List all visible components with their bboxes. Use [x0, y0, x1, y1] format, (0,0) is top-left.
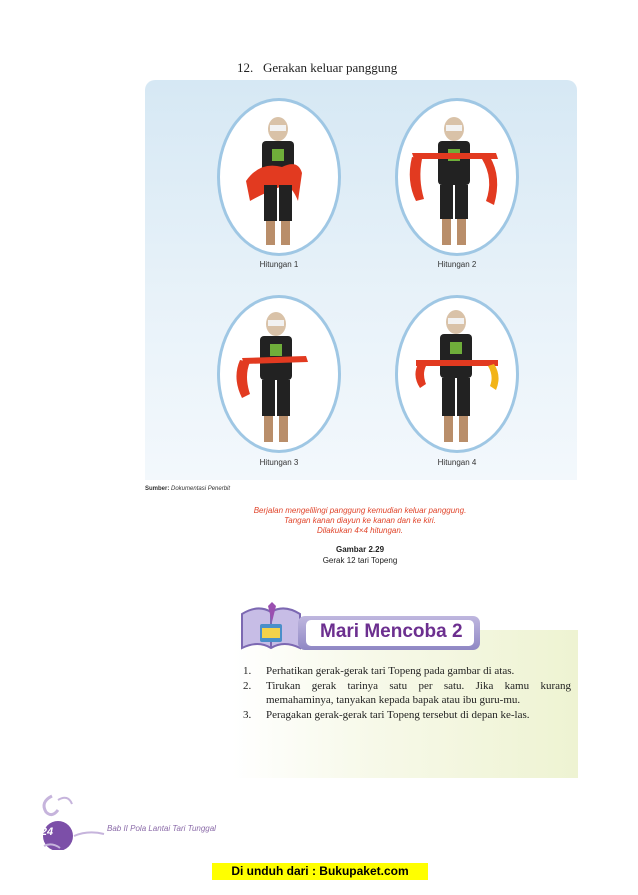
count-label-2: Hitungan 2: [437, 260, 477, 269]
instruction-item: [243, 708, 571, 722]
count-label-4: Hitungan 4: [437, 458, 477, 467]
instruction-text: Peragakan gerak-gerak tari Topeng tersebut di depan ke-las.: [266, 709, 530, 721]
section-heading: Gerakan keluar panggung: [263, 60, 398, 75]
chapter-title: Bab II Pola Lantai Tari Tunggal: [107, 824, 216, 833]
source-value: Dokumentasi Penerbit: [171, 486, 231, 492]
instruction-list: [243, 664, 571, 723]
dancer-photo-3: [217, 295, 341, 453]
description-line-3: Dilakukan 4×4 hitungan.: [316, 526, 404, 535]
source-label: Sumber:: [145, 486, 170, 492]
section-title: [237, 60, 397, 76]
instruction-number: 1.: [243, 665, 252, 677]
description-line-1: Berjalan mengelilingi panggung kemudian keluar panggung.: [253, 506, 467, 515]
dancer-photo-4: [395, 295, 519, 453]
dancer-photo-2: [395, 98, 519, 256]
activity-title: Mari Mencoba 2: [320, 621, 463, 642]
instruction-item: [243, 679, 571, 707]
section-number: 12.: [237, 60, 254, 75]
instruction-text: Perhatikan gerak-gerak tari Topeng pada gambar di atas.: [266, 665, 515, 677]
count-label-3: Hitungan 3: [259, 458, 299, 467]
instruction-text: Tirukan gerak tarinya satu per satu. Jika kamu kurang memahaminya, tanyakan kepada bapak atau ibu guru-mu.: [266, 680, 571, 706]
instruction-item: [243, 664, 571, 678]
figure-caption-title: Gambar 2.29: [335, 545, 385, 554]
dancer-photo-1: [217, 98, 341, 256]
footer-ornament: [38, 790, 108, 855]
activity-banner: [298, 616, 480, 650]
figure-panel: [145, 80, 577, 480]
figure-description: [200, 506, 520, 536]
page-number: 24: [40, 826, 54, 838]
book-icon: [238, 600, 304, 659]
source-line: [145, 486, 230, 492]
instruction-number: 2.: [243, 680, 252, 692]
count-label-1: Hitungan 1: [259, 260, 299, 269]
instruction-number: 3.: [243, 709, 252, 721]
figure-caption-subtitle: Gerak 12 tari Topeng: [322, 556, 398, 565]
description-line-2: Tangan kanan diayun ke kanan dan ke kiri.: [284, 516, 436, 525]
download-source-link[interactable]: Di unduh dari : Bukupaket.com: [212, 863, 428, 880]
